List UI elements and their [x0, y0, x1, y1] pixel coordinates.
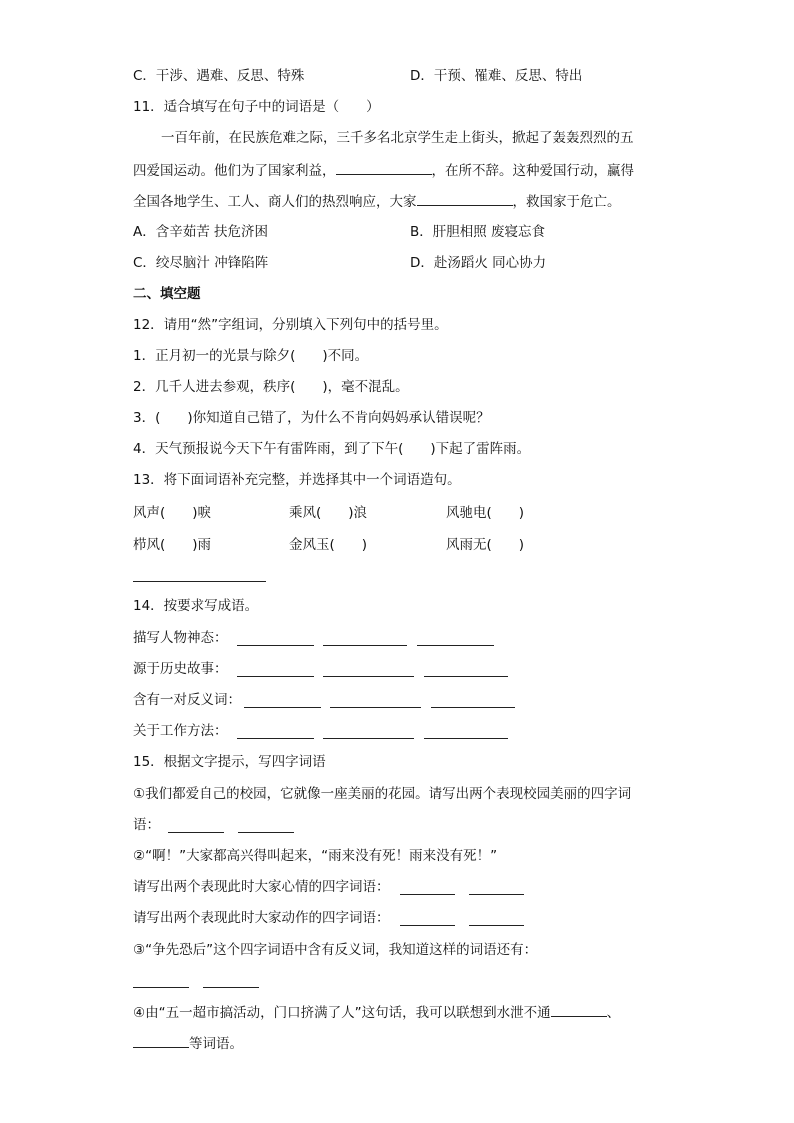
q15-p4-text-a: ④由“五一超市搞活动，门口挤满了人”这句话，我可以联想到水泄不通 [133, 1005, 551, 1021]
q15-p2-mood: 请写出两个表现此时大家心情的四字词语： [133, 879, 390, 895]
q15-p2-action-blank-1[interactable] [400, 925, 455, 926]
q13-sentence-blank[interactable] [133, 581, 266, 582]
q14-row2-blank-3[interactable] [424, 676, 508, 677]
q15-p2-mood-blank-1[interactable] [400, 894, 455, 895]
q15-p4-line2 [133, 1033, 243, 1054]
q11-passage-line3-b: ，救国家于危亡。 [512, 194, 621, 210]
q14-row1-blank-2[interactable] [323, 645, 407, 646]
q14-row1-blank-1[interactable] [237, 645, 314, 646]
q15-p1-line1: ①我们都爱自己的校园，它就像一座美丽的花园。请写出两个表现校园美丽的四字词 [133, 786, 632, 802]
q14-row3-blank-2[interactable] [330, 707, 421, 708]
q15-p2-action: 请写出两个表现此时大家动作的四字词语： [133, 910, 390, 926]
q14-row3-blank-3[interactable] [431, 707, 515, 708]
q15-p4-separator: 、 [606, 1005, 621, 1021]
q10-option-d: D．干预、罹难、反思、特出 [410, 68, 583, 84]
q11-passage-line2-a: 四爱国运动。他们为了国家利益， [133, 163, 336, 179]
q15-stem: 15．根据文字提示，写四字词语 [133, 754, 326, 770]
q15-p1-line2: 语： [133, 817, 160, 833]
q13-idiom-1: 风声( )唳 [133, 505, 212, 521]
q11-option-a: A．含辛茹苦 扶危济困 [133, 224, 269, 240]
q11-passage-line2 [133, 160, 634, 181]
q11-stem: 11．适合填写在句子中的词语是（ ） [133, 99, 380, 115]
q11-passage-line1: 一百年前，在民族危难之际，三千多名北京学生走上街头，掀起了轰轰烈烈的五 [161, 130, 634, 146]
q11-passage-line3-a: 全国各地学生、工人、商人们的热烈响应，大家 [133, 194, 417, 210]
q15-p2-action-blank-2[interactable] [469, 925, 524, 926]
q13-idiom-2: 乘风( )浪 [289, 505, 368, 521]
q15-p1-blank-2[interactable] [238, 832, 294, 833]
q15-p3-blank-2[interactable] [203, 987, 259, 988]
q15-p4-text-b: 等词语。 [189, 1036, 243, 1052]
q15-p3-blank-1[interactable] [133, 987, 189, 988]
q14-row2-blank-1[interactable] [237, 676, 314, 677]
q15-p4-blank-1[interactable] [551, 1002, 607, 1017]
q12-stem: 12．请用“然”字组词，分别填入下列句中的括号里。 [133, 317, 448, 333]
q14-row4-blank-2[interactable] [323, 738, 414, 739]
q12-item-3: 3．( )你知道自己错了，为什么不肯向妈妈承认错误呢？ [133, 410, 490, 426]
q10-option-c: C．干涉、遇难、反思、特殊 [133, 68, 305, 84]
q14-label-4: 关于工作方法： [133, 723, 228, 739]
q12-item-2: 2．几千人进去参观，秩序( )，毫不混乱。 [133, 379, 409, 395]
q14-row4-blank-1[interactable] [237, 738, 314, 739]
q15-p2-mood-blank-2[interactable] [469, 894, 524, 895]
q12-item-4: 4．天气预报说今天下午有雷阵雨，到了下午( )下起了雷阵雨。 [133, 441, 531, 457]
q11-option-d: D．赴汤蹈火 同心协力 [410, 255, 547, 271]
q12-item-1: 1．正月初一的光景与除夕( )不同。 [133, 348, 369, 364]
q14-row1-blank-3[interactable] [417, 645, 494, 646]
q13-idiom-3: 风驰电( ) [446, 505, 525, 521]
section-title: 二、填空题 [133, 286, 201, 302]
q15-p1-blank-1[interactable] [168, 832, 224, 833]
q15-p4-line1 [133, 1002, 620, 1023]
q14-stem: 14．按要求写成语。 [133, 598, 259, 614]
q13-idiom-6: 风雨无( ) [446, 537, 525, 553]
q15-p3: ③“争先恐后”这个四字词语中含有反义词，我知道这样的词语还有： [133, 942, 538, 958]
q11-passage-line2-b: ，在所不辞。这种爱国行动，赢得 [431, 163, 634, 179]
q14-label-3: 含有一对反义词： [133, 692, 241, 708]
q14-label-1: 描写人物神态： [133, 630, 228, 646]
q11-passage-line3 [133, 191, 621, 212]
q13-stem: 13．将下面词语补充完整，并选择其中一个词语造句。 [133, 472, 461, 488]
q11-blank-2[interactable] [417, 191, 513, 206]
q15-p4-blank-2[interactable] [133, 1033, 189, 1048]
q15-p2-quote: ②“啊！”大家都高兴得叫起来，“雨来没有死！雨来没有死！” [133, 848, 498, 864]
q11-blank-1[interactable] [336, 160, 432, 175]
q11-option-b: B．肝胆相照 废寝忘食 [410, 224, 546, 240]
q14-row4-blank-3[interactable] [424, 738, 508, 739]
q11-option-c: C．绞尽脑汁 冲锋陷阵 [133, 255, 269, 271]
q14-row2-blank-2[interactable] [323, 676, 414, 677]
q13-idiom-5: 金风玉( ) [289, 537, 368, 553]
q13-idiom-4: 栉风( )雨 [133, 537, 212, 553]
q14-label-2: 源于历史故事： [133, 661, 228, 677]
q14-row3-blank-1[interactable] [244, 707, 321, 708]
